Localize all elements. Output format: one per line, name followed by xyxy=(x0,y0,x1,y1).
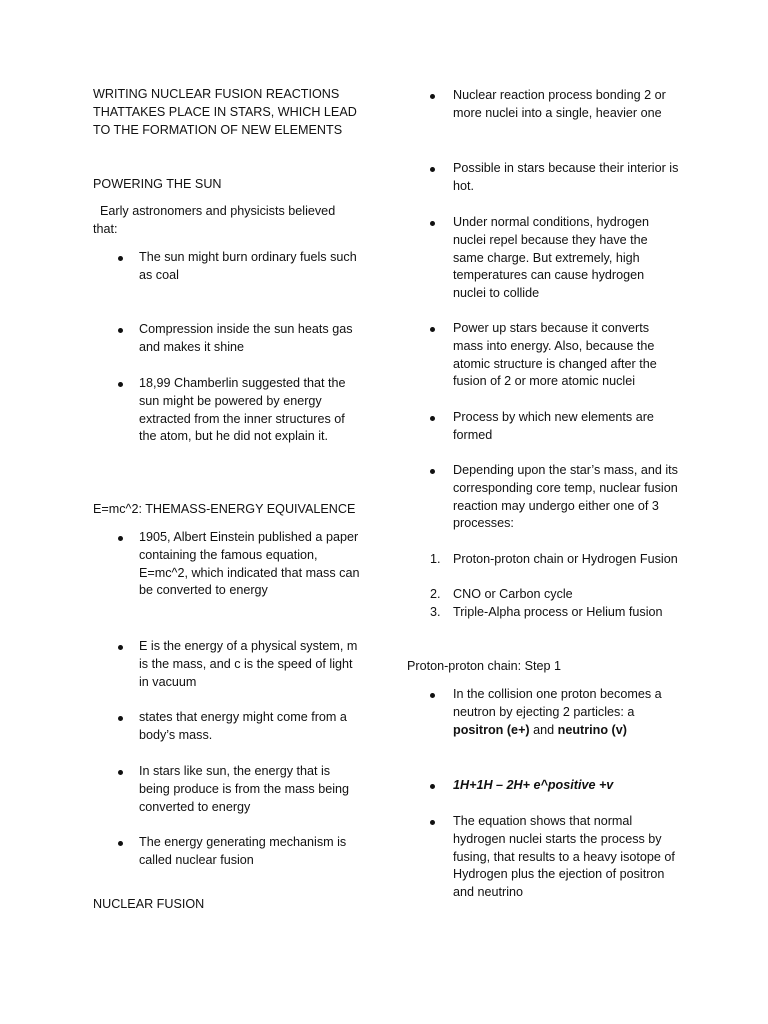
list-item-text: The energy generating mechanism is called nuclear fusion xyxy=(139,835,347,867)
bullet-icon xyxy=(430,221,435,226)
list-number: 1. xyxy=(430,552,441,566)
list-item-text: 18,99 Chamberlin suggested that the sun might be powered by energy extracted from the inner structures of the atom, but he did not explain it. xyxy=(139,376,346,444)
list-number: 3. xyxy=(430,605,441,619)
heading-mass-energy-equivalence: E=mc^2: THEMASS-ENERGY EQUIVALENCE xyxy=(93,502,356,516)
fusion-equation: 1H+1H – 2H+ e^positive +v xyxy=(453,778,614,792)
list-item-text: The sun might burn ordinary fuels such as coal xyxy=(139,250,357,282)
heading-proton-proton-chain: Proton-proton chain: Step 1 xyxy=(407,659,562,673)
bullet-icon xyxy=(118,256,123,261)
bullet-icon xyxy=(430,94,435,99)
bullet-icon xyxy=(430,469,435,474)
list-item-text: The equation shows that normal hydrogen nuclei starts the process by fusing, that results to a heavy isotope of Hydrogen plus the ejection of positron and neutrino xyxy=(453,814,675,900)
list-item-text: Depending upon the star’s mass, and its corresponding core temp, nuclear fusion reaction may undergo either one of 3 processes: xyxy=(453,463,678,531)
list-item-text: Triple-Alpha process or Helium fusion xyxy=(453,605,663,619)
list-number: 2. xyxy=(430,587,441,601)
heading-powering-the-sun: POWERING THE SUN xyxy=(93,177,222,191)
intro-text: Early astronomers and physicists believed that: xyxy=(93,204,336,236)
bullet-icon xyxy=(430,167,435,172)
list-item-text: Under normal conditions, hydrogen nuclei repel because they have the same charge. But extremely, high temperatures can cause hydrogen nuclei to collide xyxy=(453,215,650,301)
joiner-text: and xyxy=(529,722,558,737)
list-item-text: In stars like sun, the energy that is being produce is from the mass being converted to energy xyxy=(139,764,350,814)
list-item-text: Possible in stars because their interior is hot. xyxy=(453,161,679,193)
neutrino-term: neutrino (v) xyxy=(557,722,627,737)
list-item-text: Nuclear reaction process bonding 2 or more nuclei into a single, heavier one xyxy=(453,88,666,120)
list-item-text: Power up stars because it converts mass into energy. Also, because the atomic structure is changed after the fusion of 2 or more atomic nuclei xyxy=(453,321,657,389)
document-title: WRITING NUCLEAR FUSION REACTIONS THATTAKES PLACE IN STARS, WHICH LEAD TO THE FORMATION OF NEW ELEMENTS xyxy=(93,87,357,137)
list-item-text: Proton-proton chain or Hydrogen Fusion xyxy=(453,552,678,566)
list-item-text: states that energy might come from a body’s mass. xyxy=(139,710,347,742)
bullet-icon xyxy=(118,841,123,846)
bullet-icon xyxy=(118,536,123,541)
bullet-icon xyxy=(430,693,435,698)
list-item-text: E is the energy of a physical system, m is the mass, and c is the speed of light in vacuum xyxy=(139,639,358,689)
positron-term: positron (e+) xyxy=(453,722,530,737)
bullet-icon xyxy=(430,416,435,421)
bullet-icon xyxy=(430,327,435,332)
bullet-icon xyxy=(118,770,123,775)
bullet-icon xyxy=(430,820,435,825)
bullet-icon xyxy=(118,382,123,387)
list-item-text xyxy=(453,686,678,739)
bullet-icon xyxy=(118,328,123,333)
bullet-icon xyxy=(430,784,435,789)
list-item-text: Process by which new elements are formed xyxy=(453,410,654,442)
bullet-icon xyxy=(118,716,123,721)
list-item-text: 1905, Albert Einstein published a paper containing the famous equation, E=mc^2, which indicated that mass can be converted to energy xyxy=(139,530,360,598)
bullet-icon xyxy=(118,645,123,650)
list-item-text: Compression inside the sun heats gas and makes it shine xyxy=(139,322,353,354)
heading-nuclear-fusion: NUCLEAR FUSION xyxy=(93,897,205,911)
pp-step-text: In the collision one proton becomes a neutron by ejecting 2 particles: a xyxy=(453,687,662,719)
list-item-text: CNO or Carbon cycle xyxy=(453,587,573,601)
